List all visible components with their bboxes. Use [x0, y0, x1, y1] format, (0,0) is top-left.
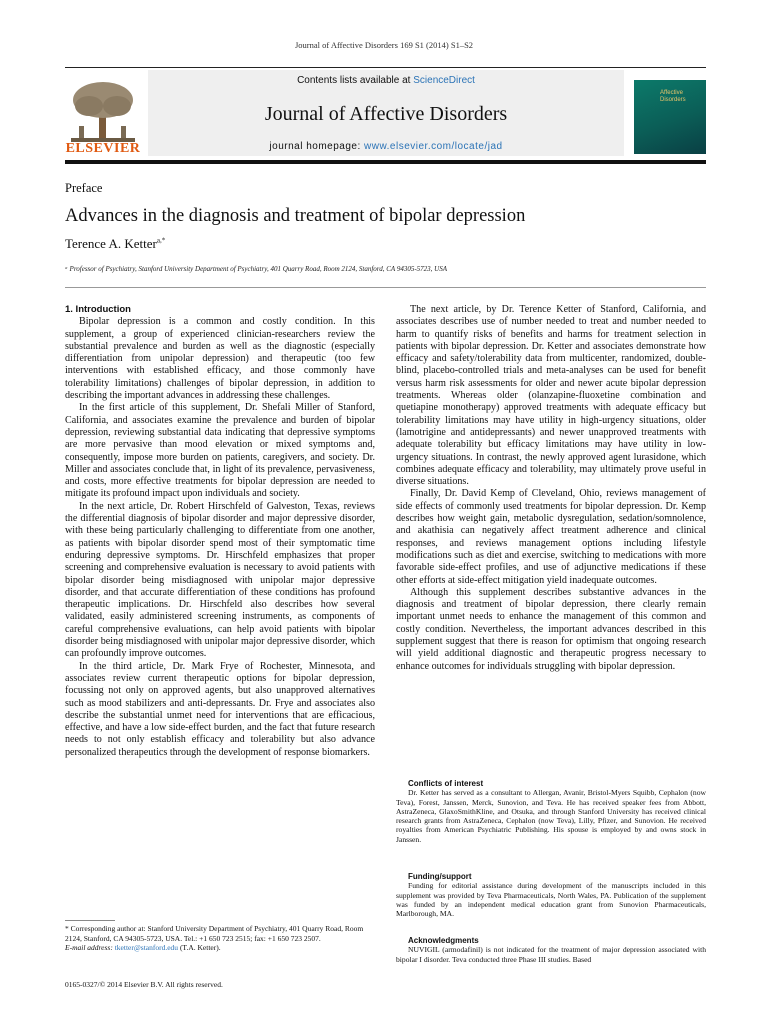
- ack-text: NUVIGIL (armodafinil) is not indicated for the treatment of major depression associated with bipolar I disorder. Teva conducted three Phase III studies. Based: [396, 945, 706, 964]
- author-name: Terence A. Ketter: [65, 236, 157, 251]
- left-column: [65, 304, 375, 759]
- cover-label-line-2: Disorders: [660, 97, 686, 103]
- header-rule: [65, 67, 706, 68]
- paragraph: In the first article of this supplement, Dr. Shefali Miller of Stanford, California, and associates examine the prevalence and burden of bipolar depression, reviewing substantial data indicating that depressive symptoms are more pervasive than mood elevation or mixed symptoms and, consequently, impose more burden on patients, caregivers, and society. Dr. Miller and associates conclude that, in light of its prevalence, pervasiveness, and costs, more effective treatments for bipolar depression are needed to mitigate its profound impact upon individuals and society.: [65, 402, 375, 500]
- right-column: [396, 304, 706, 673]
- footnote-rule: [65, 920, 115, 921]
- article-author: [65, 236, 165, 252]
- journal-homepage: [148, 141, 624, 152]
- funding-text: Funding for editorial assistance during development of the manuscripts included in this supplement was provided by Teva Pharmaceuticals, North Wales, PA. Publication of the supplement was funded by an independent medical education grant from Sunovion Pharmaceuticals, Marlborough, MA.: [396, 881, 706, 919]
- funding-heading: Funding/support: [408, 872, 472, 881]
- article-title: Advances in the diagnosis and treatment of bipolar depression: [65, 206, 526, 226]
- journal-title: Journal of Affective Disorders: [264, 103, 508, 125]
- paragraph: In the next article, Dr. Robert Hirschfeld of Galveston, Texas, reviews the differential diagnosis of bipolar disorder and major depressive disorder, with these being particularly challenging to differentiate from one another, as patients with bipolar disorder spend most of their symptomatic time enduring depressive symptoms. Dr. Hirschfeld emphasizes that proper screening and comprehensive evaluation is necessary to avoid patients with bipolar disorder being misdiagnosed with unipolar major depressive disorder, and that accurate differentiation of these conditions has profound therapeutic implications. Dr. Hirschfeld also describes how several validated, easily administered screening instruments, as components of careful comprehensive evaluations, can help avoid patients with bipolar disorder being misdiagnosed with unipolar major depressive disorder, which can profoundly improve outcomes.: [65, 500, 375, 660]
- author-affiliation: ᵃ Professor of Psychiatry, Stanford University Department of Psychiatry, 401 Quarry Road, Room 2124, Stanford, CA 94305-5723, USA: [65, 265, 447, 273]
- coi-heading: Conflicts of interest: [408, 779, 484, 788]
- conflicts-of-interest: [396, 779, 706, 844]
- corresponding-author-note: * Corresponding author at: Stanford University Department of Psychiatry, 401 Quarry Road, Room 2124, Stanford, CA 94305-5723, USA. Tel.: +1 650 723 2515; fax: +1 650 723 2507.: [65, 924, 364, 943]
- title-divider: [65, 287, 706, 288]
- section-heading: 1. Introduction: [65, 304, 131, 315]
- cover-label-line-1: Affective: [660, 90, 683, 96]
- header-thick-rule: [65, 160, 706, 164]
- homepage-prefix: journal homepage:: [269, 141, 365, 152]
- funding-support: [396, 872, 706, 918]
- journal-cover-label: [660, 90, 686, 104]
- paragraph: The next article, by Dr. Terence Ketter of Stanford, California, and associates describes use of number needed to treat and number needed to harm to quantify risks of benefits and harms for treatment selection in patients with bipolar depression. Dr. Ketter and associates demonstrate how efficacy and safety/tolerability data from multicenter, randomized, double-blind, placebo-controlled trials and meta-analyses can be used for benefit versus harm risk assessments for older and newer acute bipolar depression treatments. Whereas older (olanzapine-fluoxetine combination and quetiapine monotherapy) approved treatments with adequate efficacy but tolerability limitations may have utility in high-urgency situations, older (lamotrigine and antidepressants) and newer unapproved treatments with adequate tolerability but efficacy limitations may have utility in low-urgency situations. In contrast, the newly approved agent lurasidone, which combines adequate efficacy and tolerability, may ultimately prove useful in diverse situations.: [396, 304, 706, 488]
- coi-text: Dr. Ketter has served as a consultant to Allergan, Avanir, Bristol-Myers Squibb, Cephalon (now Teva), Forest, Janssen, Merck, Sunovion, and Teva. He has received speaker fees from Abbott, AstraZeneca, GlaxoSmithKline, and Otsuka, and through Stanford University has received clinical research grants from AstraZeneca, Cephalon (now Teva), Lilly, Pfizer, and Sunovion. He received royalties from American Psychiatric Publishing. His spouse is employed by and owns stock in Janssen.: [396, 788, 706, 844]
- paragraph: Bipolar depression is a common and costly condition. In this supplement, a group of experienced clinician-researchers review the substantial prevalence and burden as well as the diagnostic (especially differentiation from unipolar depression) and therapeutic (too few interventions with established efficacy, and those commonly have tolerability limitations) challenges of bipolar depression, in addition to describing the important advances in addressing these challenges.: [65, 316, 375, 402]
- email-label: E-mail address:: [65, 943, 115, 952]
- elsevier-logo: ELSEVIER: [65, 141, 141, 156]
- footnote: [65, 924, 375, 953]
- ack-heading: Acknowledgments: [408, 936, 479, 945]
- homepage-link[interactable]: www.elsevier.com/locate/jad: [364, 141, 503, 152]
- paragraph: In the third article, Dr. Mark Frye of Rochester, Minnesota, and associates review current therapeutic options for bipolar depression, focussing not only on approved agents, but also unapproved alternatives such as mood stabilizers and anti-depressants. Dr. Frye and associates also describe the substantial unmet need for interventions that are efficacious, effective, and have a low side-effect burden, and the fact that future research needs to not only establish efficacy and tolerability but also advance personalized therapeutics through the development of response biomarkers.: [65, 660, 375, 758]
- author-superscript: a,*: [156, 236, 166, 245]
- email-line: [65, 943, 375, 953]
- email-link[interactable]: tketter@stanford.edu: [114, 943, 179, 952]
- sciencedirect-link[interactable]: ScienceDirect: [413, 75, 475, 86]
- copyright-notice: 0165-0327/© 2014 Elsevier B.V. All rights reserved.: [65, 980, 223, 989]
- paragraph: Finally, Dr. David Kemp of Cleveland, Ohio, reviews management of side effects of commonly used treatments for bipolar depression. Dr. Kemp describes how weight gain, metabolic dysregulation, sedation/somnolence, and akathisia can negatively affect treatment adherence and clinical responses, and reviews management options including lifestyle modifications such as diet and exercise, switching to medications with more favorable side-effect profiles, and use of adjunctive medications if these other efforts at side-effect mitigation yield inadequate outcomes.: [396, 488, 706, 586]
- paragraph: Although this supplement describes substantive advances in the diagnosis and treatment of bipolar depression, there clearly remain important unmet needs to enhance the management of this common and costly condition. Nevertheless, the important advances described in this supplement suggest that there is reason for optimism that ongoing research will yield additional diagnostic and therapeutic progress necessary to enhance outcomes for individuals struggling with bipolar depression.: [396, 586, 706, 672]
- article-section-type: Preface: [65, 181, 103, 195]
- contents-line: [148, 75, 624, 86]
- contents-prefix: Contents lists available at: [297, 75, 414, 86]
- acknowledgments: [396, 936, 706, 964]
- journal-citation: Journal of Affective Disorders 169 S1 (2014) S1–S2: [294, 40, 474, 50]
- email-suffix: (T.A. Ketter).: [178, 943, 221, 952]
